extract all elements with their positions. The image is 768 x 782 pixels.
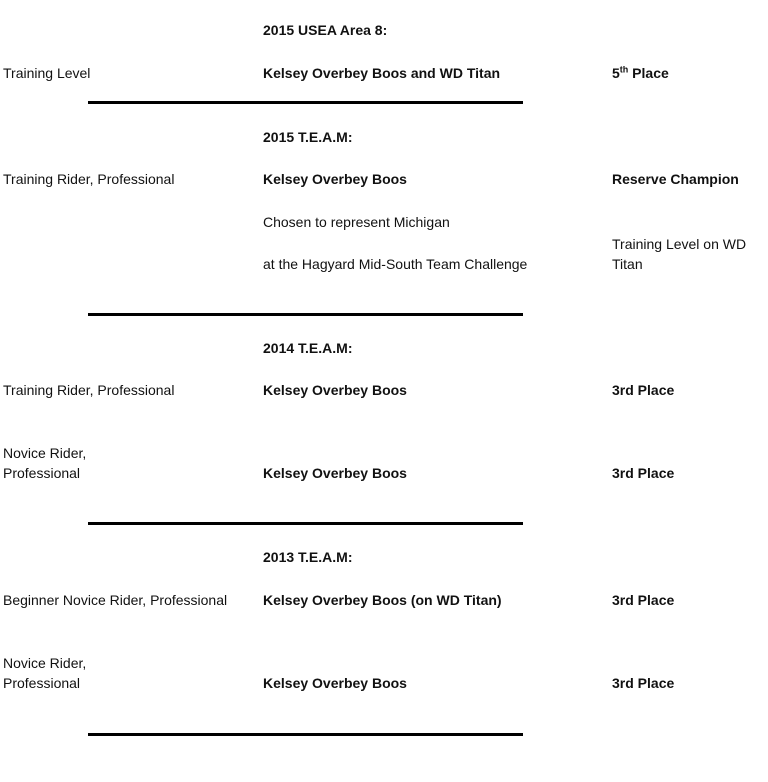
placement: Reserve Champion <box>612 171 739 187</box>
division-label: Novice Rider, Professional <box>3 445 87 481</box>
section-divider <box>88 733 523 736</box>
placement: 3rd Place <box>612 675 675 691</box>
placement: 3rd Place <box>612 465 675 481</box>
rider-name: Kelsey Overbey Boos <box>263 465 407 481</box>
section-heading-2015-usea: 2015 USEA Area 8: <box>263 22 388 38</box>
placement-note: Training Level on WD Titan <box>612 236 747 272</box>
section-heading-2013-team: 2013 T.E.A.M: <box>263 549 353 565</box>
note-text: at the Hagyard Mid-South Team Challenge <box>263 256 528 272</box>
rider-name: Kelsey Overbey Boos (on WD Titan) <box>263 592 502 608</box>
section-divider <box>88 101 523 104</box>
division-label: Novice Rider, Professional <box>3 655 87 691</box>
placement: 3rd Place <box>612 592 675 608</box>
section-divider <box>88 313 523 316</box>
section-heading-2014-team: 2014 T.E.A.M: <box>263 340 353 356</box>
placement-number: 5 <box>612 65 620 81</box>
note-text: Chosen to represent Michigan <box>263 214 450 230</box>
rider-name: Kelsey Overbey Boos <box>263 675 407 691</box>
division-label: Training Level <box>3 65 91 81</box>
division-label: Training Rider, Professional <box>3 382 175 398</box>
placement <box>612 63 669 83</box>
rider-name: Kelsey Overbey Boos <box>263 382 407 398</box>
division-label: Training Rider, Professional <box>3 171 175 187</box>
rider-name: Kelsey Overbey Boos <box>263 171 407 187</box>
placement: 3rd Place <box>612 382 675 398</box>
placement-text: Place <box>628 65 669 81</box>
section-heading-2015-team: 2015 T.E.A.M: <box>263 129 353 145</box>
division-label: Beginner Novice Rider, Professional <box>3 592 228 608</box>
placement-ordinal-suffix: th <box>619 64 629 75</box>
rider-name: Kelsey Overbey Boos and WD Titan <box>263 65 501 81</box>
section-divider <box>88 522 523 525</box>
